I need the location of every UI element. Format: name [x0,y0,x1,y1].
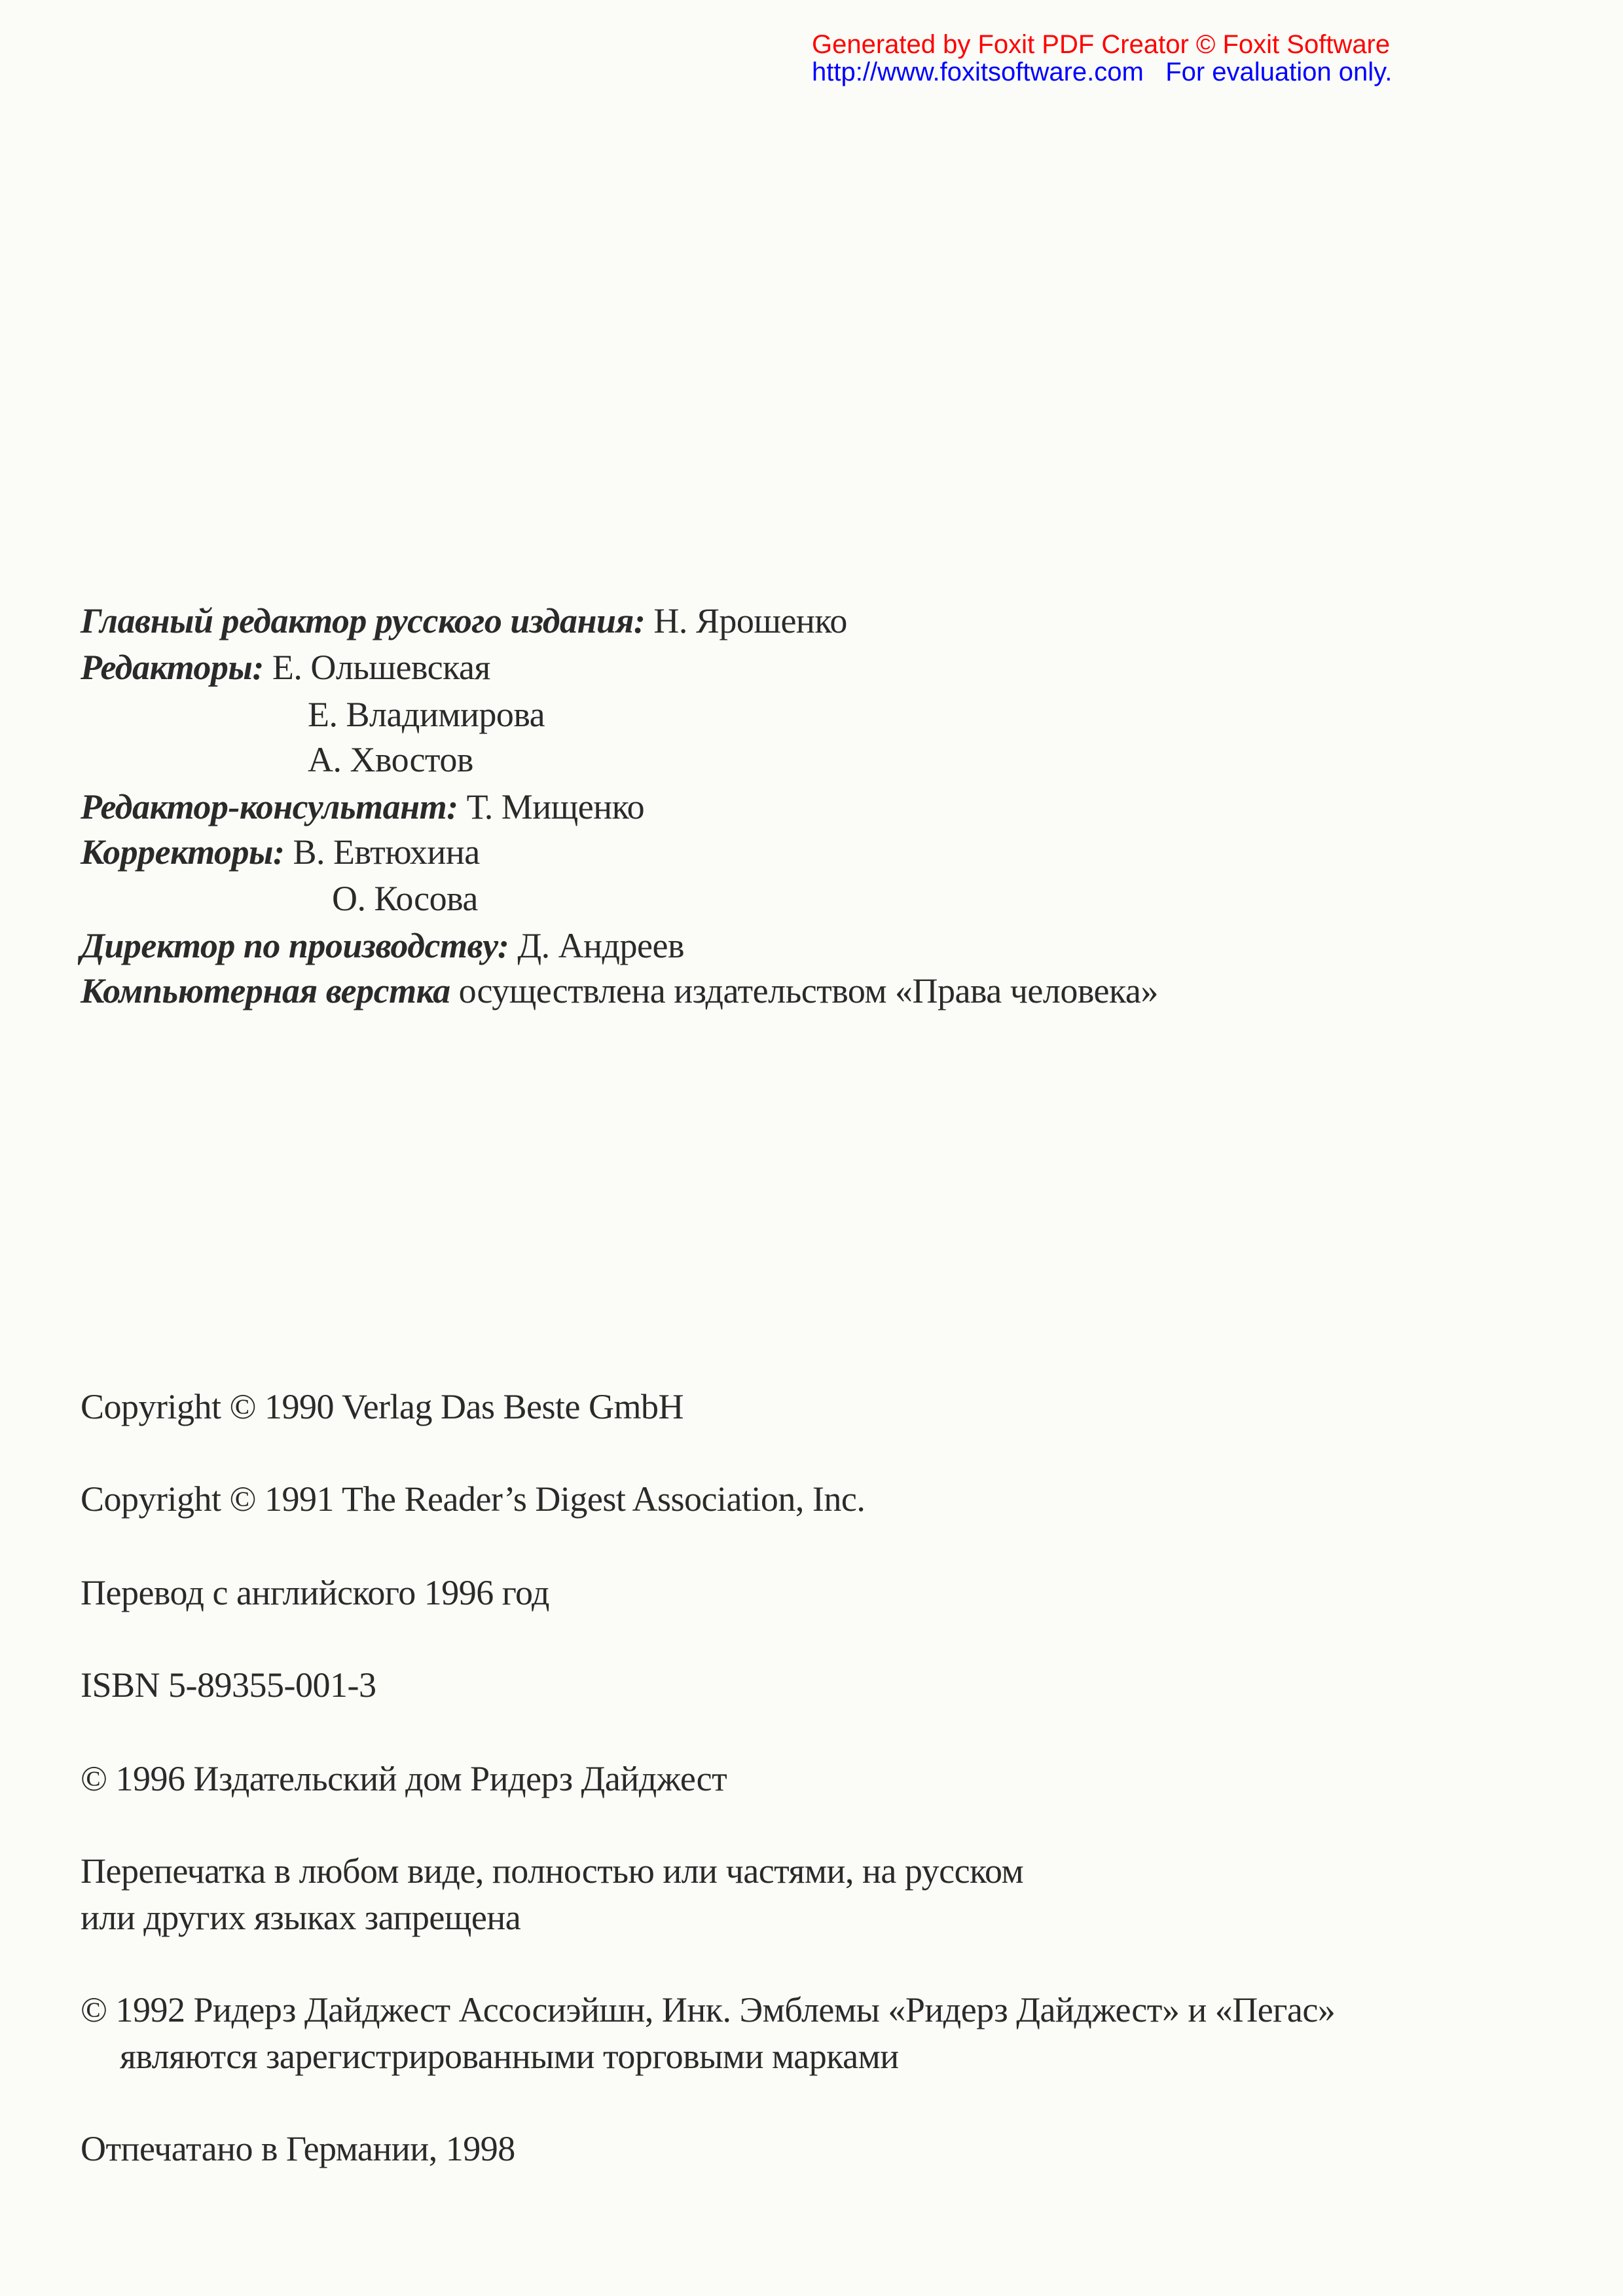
credit-name: Д. Андреев [509,926,684,965]
credit-name: осуществлена издательством «Права человека» [450,971,1158,1010]
credit-role: Компьютерная верстка [81,971,450,1010]
credit-line [81,601,847,640]
credit-name: О. Косова [332,879,478,918]
copyright-verlag: Copyright © 1990 Verlag Das Beste GmbH [81,1387,684,1426]
isbn: ISBN 5-89355-001-3 [81,1665,376,1705]
translation-note: Перевод с английского 1996 год [81,1573,549,1612]
credit-line [81,832,480,872]
credit-role: Корректоры: [81,832,285,872]
credit-role: Главный редактор русского издания: [81,601,646,640]
credit-line [332,879,478,918]
credit-line [308,740,473,779]
credit-role: Редакторы: [81,648,264,687]
copyright-publisher: © 1996 Издательский дом Ридерз Дайджест [81,1759,727,1798]
watermark-url[interactable]: http://www.foxitsoftware.com [812,58,1144,86]
printed-in: Отпечатано в Германии, 1998 [81,2129,515,2168]
reprint-notice-line2: или других языках запрещена [81,1898,521,1937]
credit-line [81,971,1158,1010]
credit-name: Е. Владимирова [308,695,545,734]
credit-line [81,648,490,687]
credit-role: Редактор-консультант: [81,787,458,826]
trademark-line1: © 1992 Ридерз Дайджест Ассосиэйшн, Инк. Эмблемы «Ридерз Дайджест» и «Пегас» [81,1990,1336,2029]
credit-name: В. Евтюхина [284,832,480,872]
credit-line [308,695,545,734]
copyright-readers-digest: Copyright © 1991 The Reader’s Digest Association, Inc. [81,1479,866,1519]
credit-name: Е. Ольшевская [263,648,490,687]
credit-name: Т. Мищенко [458,787,645,826]
reprint-notice-line1: Перепечатка в любом виде, полностью или частями, на русском [81,1851,1024,1891]
watermark-eval: For evaluation only. [1165,58,1393,86]
credit-name: А. Хвостов [308,740,473,779]
watermark-line: Generated by Foxit PDF Creator © Foxit Software [812,30,1391,59]
watermark-url-line [812,58,1392,86]
credit-name: Н. Ярошенко [645,601,847,640]
credit-line [81,787,644,826]
trademark-line2: являются зарегистрированными торговыми марками [120,2037,899,2076]
credit-line [81,926,684,965]
credit-role: Директор по производству: [81,926,509,965]
